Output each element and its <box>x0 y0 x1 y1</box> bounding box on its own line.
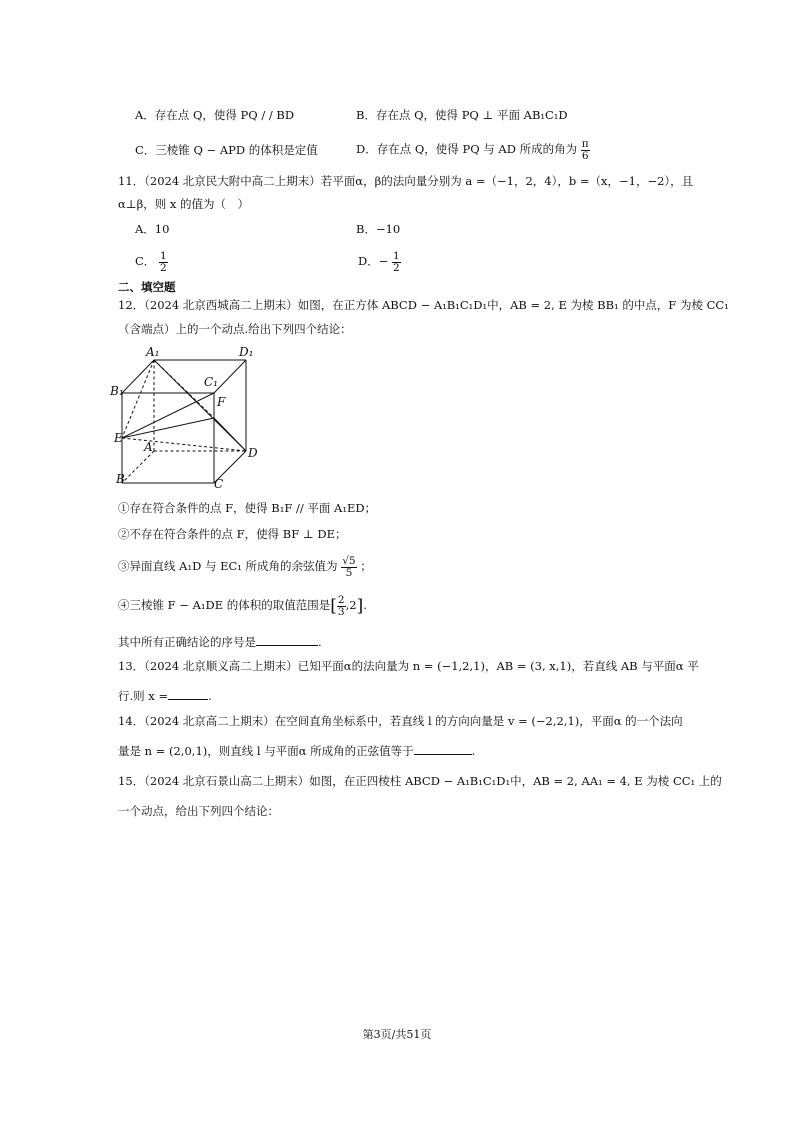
q12-ask-end: . <box>318 635 322 649</box>
q11-option-b: B．−10 <box>356 222 401 236</box>
fraction-numerator: 1 <box>159 249 167 262</box>
q11-line-2: α⊥β，则 x 的值为（ ） <box>118 197 250 211</box>
segment-e-f <box>122 418 214 438</box>
q15-line-2: 一个动点，给出下列四个结论： <box>118 804 279 818</box>
q14-line-2 <box>118 743 475 759</box>
answer-blank[interactable] <box>414 743 472 755</box>
interval-upper: ,2 <box>345 598 357 612</box>
answer-blank[interactable] <box>256 634 318 646</box>
label-c: C <box>214 477 224 490</box>
fraction-numerator: π <box>581 137 589 150</box>
q10-option-b: B．存在点 Q，使得 PQ ⊥ 平面 AB₁C₁D <box>356 108 568 122</box>
q11-option-c-fraction <box>159 251 168 274</box>
q11-line-1: 11．（2024 北京民大附中高二上期末）若平面α，β的法向量分别为 a =（−1，2，4），b =（x，−1，−2），且 <box>118 174 694 188</box>
q11-option-a: A．10 <box>135 222 170 236</box>
q11-option-d <box>358 246 401 276</box>
q12-line-1: 12．（2024 北京西城高二上期末）如图，在正方体 ABCD − A₁B₁C₁D₁中，AB = 2, E 为棱 BB₁ 的中点，F 为棱 CC₁ <box>118 298 729 312</box>
label-c1: C₁ <box>204 375 218 389</box>
edge-a1-b1 <box>122 360 154 393</box>
q12-statement-4-end: . <box>363 598 367 612</box>
segment-e-d-hidden <box>122 438 246 451</box>
fraction-denominator: 2 <box>393 261 400 274</box>
q11-option-c <box>135 246 168 276</box>
q12-statement-3-end: ； <box>360 559 372 573</box>
q10-option-d <box>356 134 590 164</box>
q14-line-2-text: 量是 n = (2,0,1)，则直线 l 与平面α 所成角的正弦值等于 <box>118 744 414 758</box>
q15-line-1: 15．（2024 北京石景山高二上期末）如图，在正四棱柱 ABCD − A₁B₁C₁D₁中，AB = 2, AA₁ = 4, E 为棱 CC₁ 上的 <box>118 774 722 788</box>
edge-d1-c1 <box>214 360 246 393</box>
q13-line-2-text: 行.则 x = <box>118 689 169 703</box>
fraction-denominator: 3 <box>337 605 345 618</box>
q11-option-c-label: C． <box>135 254 156 268</box>
q12-ask <box>118 634 322 650</box>
q13-line-2-end: . <box>208 689 212 703</box>
page-number: 第3页/共51页 <box>362 1028 432 1041</box>
label-d1: D₁ <box>239 345 254 359</box>
cube-figure <box>108 340 268 490</box>
answer-blank[interactable] <box>168 688 208 700</box>
segment-e-c1 <box>122 393 214 438</box>
fraction-denominator: 6 <box>581 149 589 162</box>
right-bracket: ] <box>356 596 364 616</box>
label-e: E <box>114 431 123 445</box>
label-b: B <box>116 472 125 486</box>
q12-statement-2: ②不存在符合条件的点 F，使得 BF ⊥ DE； <box>118 527 347 541</box>
label-b1: B₁ <box>110 384 124 398</box>
label-d: D <box>248 446 258 460</box>
fraction-numerator: √5 <box>342 554 356 567</box>
q10-option-c: C．三棱锥 Q − APD 的体积是定值 <box>135 143 318 157</box>
q14-line-2-end: . <box>471 744 476 758</box>
label-a1: A₁ <box>146 345 160 359</box>
q12-ask-text: 其中所有正确结论的序号是 <box>118 635 256 649</box>
segment-f-d <box>214 418 246 451</box>
segment-a1-e-hidden <box>122 360 154 438</box>
edge-a-b-hidden <box>122 451 154 483</box>
fraction-denominator: 5 <box>345 566 353 579</box>
q12-statement-3-text: ③异面直线 A₁D 与 EC₁ 所成角的余弦值为 <box>118 559 338 573</box>
q14-line-1: 14．（2024 北京高二上期末）在空间直角坐标系中，若直线 l 的方向向量是 v = (−2,2,1)，平面α 的一个法向 <box>118 714 683 728</box>
q12-statement-4 <box>118 590 367 621</box>
q11-option-d-label: D．− <box>358 254 389 268</box>
label-f: F <box>217 395 226 409</box>
q12-statement-3-fraction <box>341 556 356 579</box>
q12-statement-3 <box>118 551 372 581</box>
q11-option-d-fraction <box>392 251 401 274</box>
q13-line-2 <box>118 688 212 704</box>
q12-line-2: （含端点）上的一个动点.给出下列四个结论： <box>118 322 352 336</box>
fraction-numerator: 2 <box>337 593 345 606</box>
left-bracket: [ <box>330 596 337 616</box>
q10-option-d-text: D．存在点 Q，使得 PQ 与 AD 所成的角为 <box>356 142 578 156</box>
q12-statement-4-text: ④三棱锥 F − A₁DE 的体积的取值范围是 <box>118 598 331 612</box>
q10-option-a: A．存在点 Q，使得 PQ / / BD <box>135 108 295 122</box>
fraction-denominator: 2 <box>159 261 167 274</box>
q13-line-1: 13．（2024 北京顺义高二上期末）已知平面α的法向量为 n = (−1,2,1)，AB = (3, x,1)，若直线 AB 与平面α 平 <box>118 659 699 673</box>
fraction-numerator: 1 <box>393 249 400 262</box>
q12-statement-1: ①存在符合条件的点 F，使得 B₁F // 平面 A₁ED； <box>118 501 377 515</box>
q10-option-d-fraction <box>581 139 590 162</box>
label-a: A <box>144 440 153 454</box>
q12-statement-4-fraction <box>337 595 346 618</box>
section-heading-fill-in: 二、填空题 <box>118 280 176 294</box>
